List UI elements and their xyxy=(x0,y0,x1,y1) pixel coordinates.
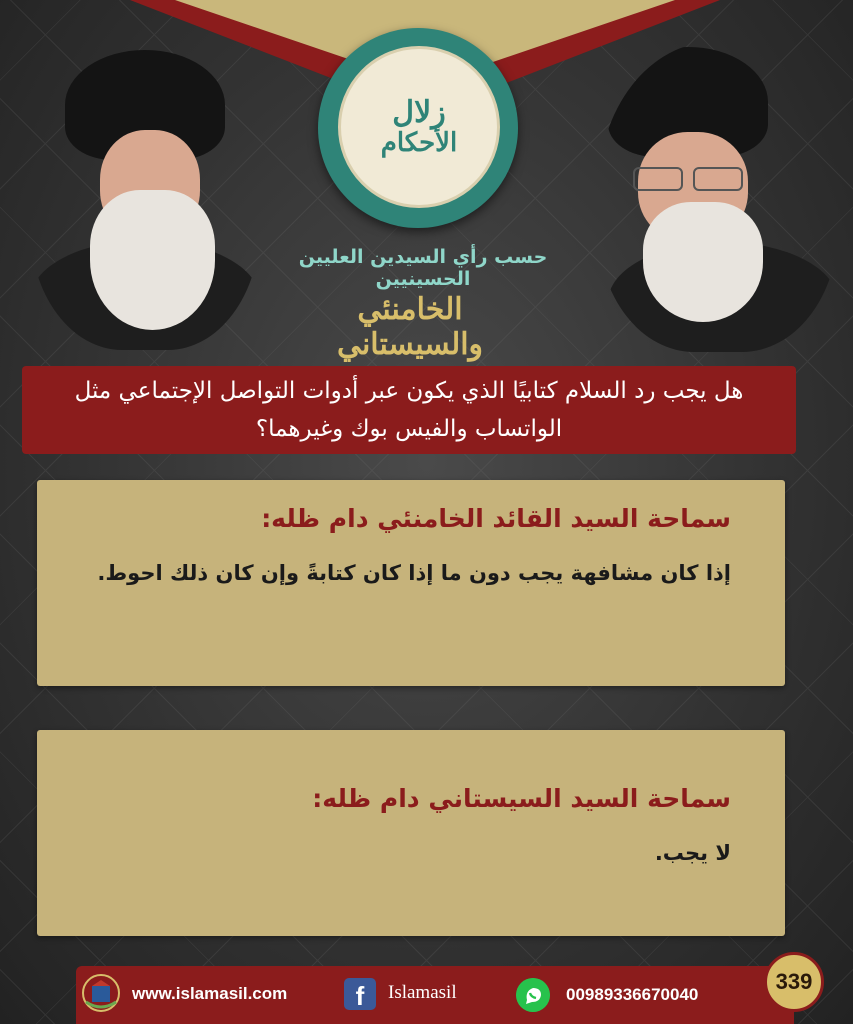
answer-title: سماحة السيد السيستاني دام ظله: xyxy=(312,784,731,813)
program-logo xyxy=(338,46,500,208)
answer-text: إذا كان مشافهة يجب دون ما إذا كان كتابةً وإن كان ذلك احوط. xyxy=(97,561,731,585)
portrait-right xyxy=(598,42,838,352)
website-link[interactable]: www.islamasil.com xyxy=(132,984,288,1003)
phone-number[interactable]: 00989336670040 xyxy=(566,985,699,1004)
facebook-icon[interactable]: f xyxy=(344,978,376,1010)
subtitle: حسب رأي السيدين العليين الحسينيين xyxy=(298,246,548,290)
question-text: هل يجب رد السلام كتابيًا الذي يكون عبر أدوات التواصل الإجتماعي مثل الواتساب والفيس بوك وغيرهما؟ xyxy=(74,378,744,442)
question-box xyxy=(22,366,796,454)
logo-line-1: زلال xyxy=(392,95,446,131)
page-number-badge: 339 xyxy=(764,952,824,1012)
answer-text: لا يجب. xyxy=(654,841,731,865)
footer-bar xyxy=(76,966,794,1024)
scholars-names: الخامنئي والسيستاني xyxy=(336,292,484,362)
answer-title: سماحة السيد القائد الخامنئي دام ظله: xyxy=(261,504,731,533)
answer-card-sistani xyxy=(37,730,785,936)
facebook-link[interactable]: Islamasil xyxy=(388,982,457,1003)
site-logo-icon xyxy=(80,972,122,1014)
whatsapp-icon[interactable] xyxy=(516,978,550,1012)
portrait-left xyxy=(30,40,260,350)
answer-card-khamenei xyxy=(37,480,785,686)
logo-line-2: الأحكام xyxy=(380,128,458,159)
